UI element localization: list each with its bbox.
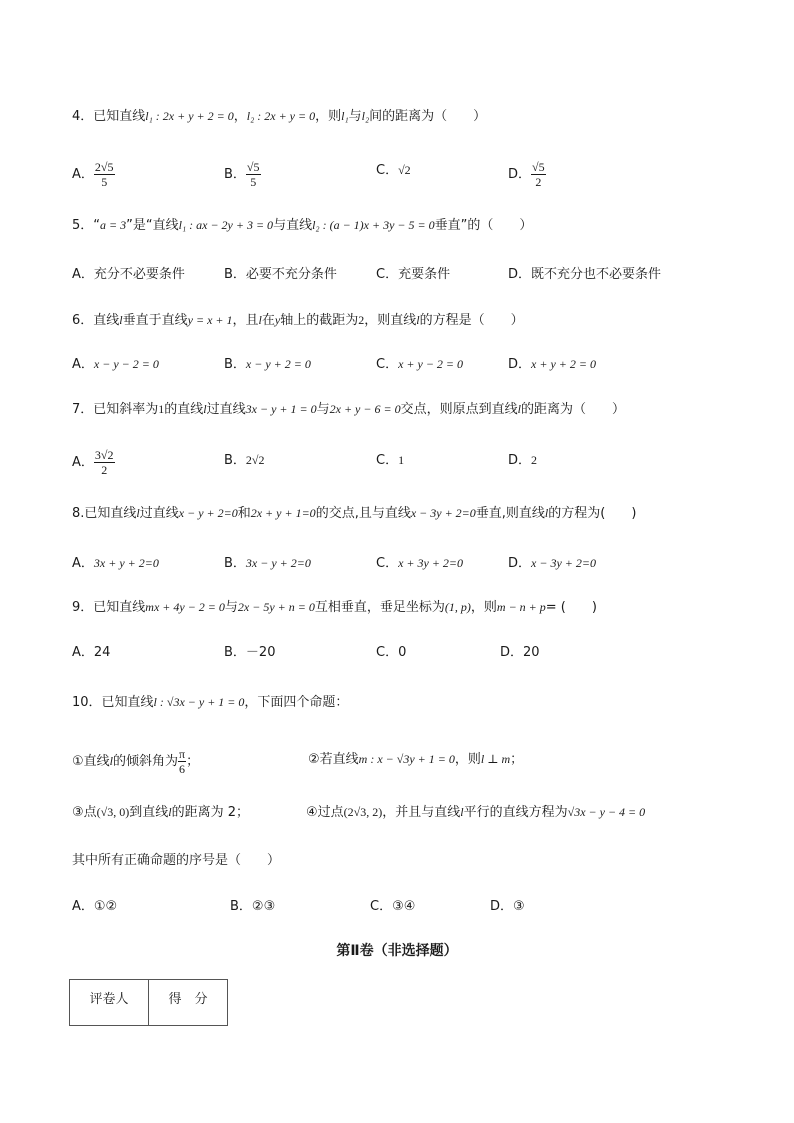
question-4-option-a[interactable]: A． $\frac{2√5}{5}$ <box>72 160 114 189</box>
fraction: $\frac{√5}{5}$ <box>246 160 260 189</box>
question-5-option-c[interactable]: C．充要条件 <box>376 267 451 282</box>
question-8-option-c[interactable]: C．x + 3y + 2=0 <box>376 556 464 571</box>
question-4-option-d[interactable]: D． $\frac{√5}{2}$ <box>508 160 545 189</box>
fraction: $\frac{2√5}{5}$ <box>94 160 114 189</box>
score-table <box>69 979 228 1026</box>
question-8-stem: 8.已知直线l过直线x − y + 2=0和2x + y + 1=0的交点,且与直线x − 3y + 2=0垂直,则直线l的方程为( ) <box>72 506 637 521</box>
question-4-option-c[interactable]: C．√2 <box>376 163 411 178</box>
score-cell[interactable]: 得 分 <box>149 980 228 1026</box>
question-5-option-b[interactable]: B．必要不充分条件 <box>224 267 337 282</box>
question-10-stem: 10．已知直线l : √3x − y + 1 = 0，下面四个命题： <box>72 695 349 710</box>
question-10-proposition-1: ①直线l的倾斜角为 $\frac{\pi}{6}$ ； <box>72 747 200 776</box>
question-9-option-a[interactable]: A．24 <box>72 645 111 660</box>
question-8-option-b[interactable]: B．3x − y + 2=0 <box>224 556 311 571</box>
fraction: $\frac{3√2}{2}$ <box>94 448 114 477</box>
question-10-option-b[interactable]: B．②③ <box>230 899 276 914</box>
question-10-proposition-3: ③点(√3, 0)到直线l的距离为 2； <box>72 805 249 820</box>
question-4-option-b[interactable]: B． $\frac{√5}{5}$ <box>224 160 260 189</box>
question-5-option-d[interactable]: D．既不充分也不必要条件 <box>508 267 662 282</box>
section-title: 第Ⅱ卷（非选择题） <box>336 943 458 959</box>
question-7-option-d[interactable]: D．2 <box>508 453 538 468</box>
fraction: $\frac{√5}{2}$ <box>532 160 545 189</box>
question-7-stem: 7．已知斜率为1的直线l过直线3x − y + 1 = 0与2x + y − 6 = 0交点，则原点到直线l的距离为（ ） <box>72 402 625 417</box>
fraction: $\frac{\pi}{6}$ <box>179 747 186 776</box>
question-6-option-a[interactable]: A．x − y − 2 = 0 <box>72 357 159 372</box>
question-9-option-b[interactable]: B．－20 <box>224 645 276 660</box>
question-10-option-c[interactable]: C．③④ <box>370 899 416 914</box>
question-5-stem: 5．“a = 3”是“直线l₁ : ax − 2y + 3 = 0与直线l₂ : (a − 1)x + 3y − 5 = 0垂直”的（ ） <box>72 218 533 233</box>
question-9-option-d[interactable]: D．20 <box>500 645 540 660</box>
question-9-option-c[interactable]: C．0 <box>376 645 407 660</box>
question-7-option-a[interactable]: A． $\frac{3√2}{2}$ <box>72 448 114 477</box>
question-8-option-d[interactable]: D．x − 3y + 2=0 <box>508 556 596 571</box>
question-10-option-a[interactable]: A．①② <box>72 899 118 914</box>
question-10-proposition-4: ④过点(2√3, 2)，并且与直线l平行的直线方程为√3x − y − 4 = 0 <box>306 805 646 820</box>
question-6-option-b[interactable]: B．x − y + 2 = 0 <box>224 357 311 372</box>
question-7-option-c[interactable]: C．1 <box>376 453 405 468</box>
question-6-option-c[interactable]: C．x + y − 2 = 0 <box>376 357 464 372</box>
question-6-stem: 6．直线l垂直于直线y = x + 1，且l在y轴上的截距为2，则直线l的方程是（ ） <box>72 313 524 328</box>
question-9-stem: 9．已知直线mx + 4y − 2 = 0与2x − 5y + n = 0互相垂直，垂足坐标为(1, p)，则m − n + p= ( ) <box>72 600 597 615</box>
question-10-prompt: 其中所有正确命题的序号是（ ） <box>72 853 281 868</box>
question-5-option-a[interactable]: A．充分不必要条件 <box>72 267 185 282</box>
question-10-proposition-2: ②若直线m : x − √3y + 1 = 0，则l ⊥ m； <box>308 752 524 767</box>
question-6-option-d[interactable]: D．x + y + 2 = 0 <box>508 357 596 372</box>
grader-cell[interactable]: 评卷人 <box>70 980 149 1026</box>
question-4-stem: 4．已知直线l₁ : 2x + y + 2 = 0，l₂ : 2x + y = 0，则l₁与l₂间的距离为（ ） <box>72 109 487 124</box>
question-8-option-a[interactable]: A．3x + y + 2=0 <box>72 556 159 571</box>
question-10-option-d[interactable]: D．③ <box>490 899 525 914</box>
question-7-option-b[interactable]: B．2√2 <box>224 453 265 468</box>
